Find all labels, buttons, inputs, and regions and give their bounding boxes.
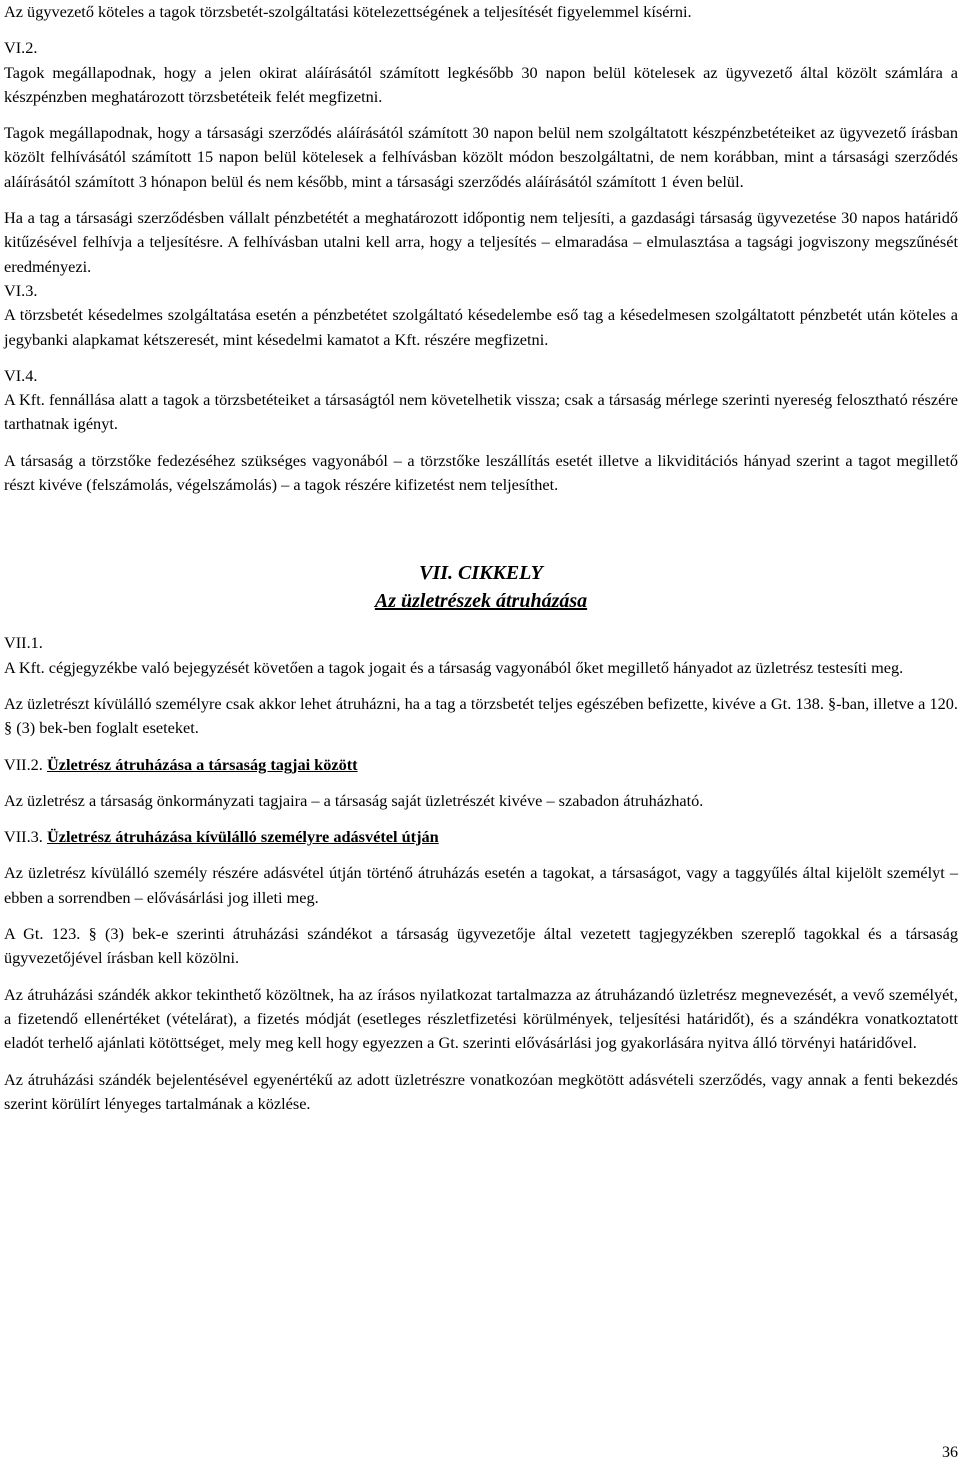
paragraph-elovasarlasi-jog: Az üzletrész kívülálló személy részére adásvétel útján történő átruházás esetén a tagokat, a társaságot, vagy a taggyűlés által kijelölt személyt – ebben a sorrendben – elővásárlási jog illeti meg.	[4, 863, 958, 907]
section-heading-vii2	[4, 753, 958, 777]
paragraph-adasveteli-szerzodes-kozles: Az átruházási szándék bejelentésével egyenértékű az adott üzletrészre vonatkozóan megkötött adásvételi szerződés, vagy annak a fenti bekezdés szerint körülírt lényeges tartalmának a közlése.	[4, 1069, 958, 1113]
section-number-vii3: VII.3.	[4, 827, 43, 847]
paragraph-atruhazasi-szandek-kozles: A Gt. 123. § (3) bek-e szerinti átruházási szándékot a társaság ügyvezetője által vezetett tagjegyzékben szereplő tagokkal és a társaság ügyvezetőjével írásban kell közölni.	[4, 924, 958, 968]
paragraph-nyereseg-igeny: A Kft. fennállása alatt a tagok a törzsbetéteiket a társaságtól nem követelhetik vissza; csak a társaság mérlege szerinti nyereség felosztható részére tarthatnak igényt.	[4, 390, 958, 434]
paragraph-szandek-kozoltnek-tekinthet: Az átruházási szándék akkor tekinthető közöltnek, ha az írásos nyilatkozat tartalmazza az átruházandó üzletrész megnevezését, a vevő személyét, a fizetendő ellenértéket (vételárat), a fizetés módját (esetleges részletfizetési körülmények, teljesítési határidőt), és a szándékra vonatkoztatott eladót terhelő ajánlati kötöttséget, mely meg kell hogy egyezzen a Gt. szerinti elővásárlási jog gyakorlására nyitva álló törvényi határidővel.	[4, 984, 958, 1053]
section-number-vi3: VI.3.	[4, 280, 38, 300]
paragraph-keszpenzbetet-szolgaltatas: Tagok megállapodnak, hogy a társasági szerződés aláírásától számított 30 napon belül nem szolgáltatott készpénzbetéteiket az ügyvezető írásban közölt felhívásától számított 15 napon belül kötelesek a felhívásban közölt módon beszolgáltatni, de nem korábban, mint a társasági szerződés aláírásától számított 3 hónapon belül és nem később, mint a társasági szerződés aláírásától számított 1 éven belül.	[4, 123, 958, 191]
section-number-vii2: VII.2.	[4, 754, 43, 774]
paragraph-kivulallo-atruhazas-feltetel: Az üzletrészt kívülálló személyre csak akkor lehet átruházni, ha a tag a törzsbetét teljes egészében befizette, kivéve a Gt. 138. §-ban, illetve a 120. § (3) bek-ben foglalt eseteket.	[4, 693, 958, 738]
section-heading-vii3	[4, 825, 958, 849]
paragraph-torzsbetet-fele: Tagok megállapodnak, hogy a jelen okirat aláírásától számított legkésőbb 30 napon belül kötelesek az ügyvezető által közölt számlára a készpénzben meghatározott törzsbetéteik felét megfizetni.	[4, 62, 958, 106]
section-number-vii1: VII.1.	[4, 633, 43, 653]
paragraph-ugyvezeto-figyelemmel: Az ügyvezető köteles a tagok törzsbetét-szolgáltatási kötelezettségének a teljesítését figyelemmel kísérni.	[4, 2, 692, 21]
section-number-vi2: VI.2.	[4, 38, 38, 58]
section-number-vi4: VI.4.	[4, 365, 38, 385]
article-title: Az üzletrészek átruházása	[374, 590, 588, 613]
section-title-vii2: Üzletrész átruházása a társaság tagjai között	[46, 754, 358, 774]
document-page	[4, 0, 958, 1116]
article-heading	[4, 559, 958, 615]
paragraph-uzletresz-testesiti: A Kft. cégjegyzékbe való bejegyzését követően a tagok jogait és a társaság vagyonából őket megillető hányadot az üzletrész testesíti meg.	[4, 657, 904, 677]
paragraph-kifizetes-tilalom: A társaság a törzstőke fedezéséhez szükséges vagyonából – a törzstőke leszállítás esetét illetve a likviditációs hányad szerint a tagot megillető részt kivéve (felszámolás, végelszámolás) – a tagok részére kifizetést nem teljesíthet.	[4, 450, 958, 495]
paragraph-teljesites-felhivas: Ha a tag a társasági szerződésben vállalt pénzbetétét a meghatározott időpontig nem teljesíti, a gazdasági társaság ügyvezetése 30 napos határidő kitűzésével felhívja a teljesítésre. A felhívásban utalni kell arra, hogy a teljesítés – elmaradása – elmulasztása a tagsági jogviszony megszűnését eredményezi.	[4, 208, 958, 276]
paragraph-kesedelmi-kamat: A törzsbetét késedelmes szolgáltatása esetén a pénzbetétet szolgáltató késedelembe eső tag a késedelmesen szolgáltatott pénzbetét után köteles a jegybanki alapkamat kétszeresét, mint késedelmi kamatot a Kft. részére megfizetni.	[4, 305, 958, 349]
article-number: VII. CIKKELY	[419, 562, 543, 585]
paragraph-szabad-atruhazas: Az üzletrész a társaság önkormányzati tagjaira – a társaság saját üzletrészét kivéve – szabadon átruházható.	[4, 790, 704, 810]
section-title-vii3: Üzletrész átruházása kívülálló személyre adásvétel útján	[46, 827, 439, 847]
page-number: 36	[942, 1444, 958, 1461]
